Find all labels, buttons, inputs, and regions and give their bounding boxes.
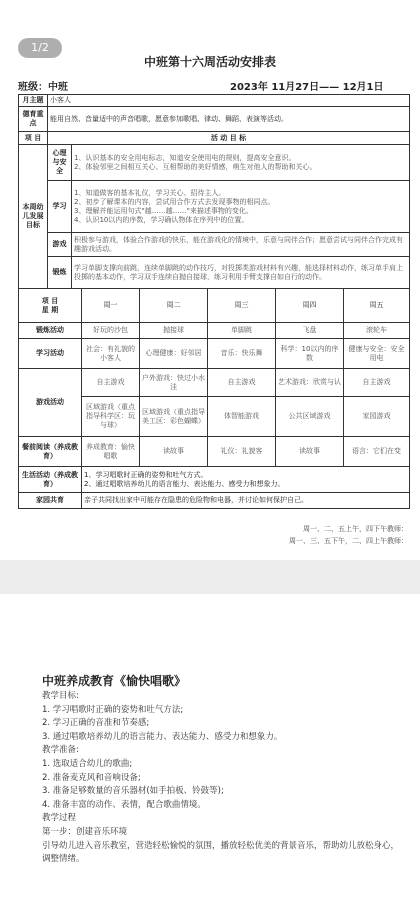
goal-text: 1、知道做客的基本礼仪，学习关心、招待主人。 2、初步了解课本的内容，尝试用合作方式去发现事物的相同点。 3、理解并能运用句式"越……越……"来描述事物的变化。 4、认识10以内的序数，学习确认物体在序列中的位置。 bbox=[72, 181, 410, 233]
exercise-cell: 飞盘 bbox=[276, 323, 344, 339]
goal-area: 锻炼 bbox=[48, 257, 72, 289]
page-indicator: 1/2 bbox=[18, 38, 62, 58]
weekday-label: 星 期 bbox=[41, 305, 59, 314]
games-row bbox=[19, 369, 410, 397]
game-cell: 自主游戏 bbox=[208, 369, 276, 397]
teacher-note: 周一、二、五上午，四下午教师： bbox=[303, 525, 408, 533]
date-range: 2023年 11月27日—— 12月1日 bbox=[230, 82, 384, 93]
goal-area: 游戏 bbox=[48, 233, 72, 257]
home-text: 亲子共同找出家中可能存在隐患的危险物和电器，并讨论如何保护自己。 bbox=[82, 493, 410, 509]
day-header: 周五 bbox=[344, 289, 410, 323]
life-text: 1、学习唱歌时正确的姿势和吐气方式。 2、通过唱歌培养幼儿的语言能力、表达能力、感受力和想象力。 bbox=[82, 467, 410, 493]
games-label: 游戏活动 bbox=[19, 369, 82, 437]
goal-row bbox=[19, 257, 410, 289]
lesson-line: 1. 学习唱歌时正确的姿势和吐气方法; bbox=[42, 704, 184, 715]
learning-cell: 音乐：快乐舞 bbox=[208, 339, 276, 369]
exercise-cell: 滚轮车 bbox=[344, 323, 410, 339]
learning-row bbox=[19, 339, 410, 369]
development-goals-label: 本周幼儿发展目标 bbox=[19, 145, 48, 289]
day-header: 周三 bbox=[208, 289, 276, 323]
lesson-line: 引导幼儿进入音乐教室，营造轻松愉悦的氛围，播放轻松优美的背景音乐，帮助幼儿放松身心，调整情绪。 bbox=[42, 840, 400, 865]
reading-cell: 读故事 bbox=[276, 437, 344, 467]
exercise-cell: 单脚跳 bbox=[208, 323, 276, 339]
life-row bbox=[19, 467, 410, 493]
goal-text: 学习单脚支撑向前跳，连续单脚跳的动作技巧，对投掷类游戏材料有兴趣，能选择材料动作，练习单手肩上投掷的基本动作，学习双手连续自抛自接球，练习利用手臂支撑自如自行的动作。 bbox=[72, 257, 410, 289]
learning-cell: 健康与安全：安全用电 bbox=[344, 339, 410, 369]
lesson-line: 2. 准备麦克风和音响设备; bbox=[42, 772, 141, 783]
page-title: 中班第十六周活动安排表 bbox=[143, 55, 276, 69]
lesson-line: 2. 学习正确的音准和节奏感; bbox=[42, 718, 150, 729]
goal-area: 学习 bbox=[48, 181, 72, 233]
game-cell: 区域游戏（重点指导科学区：玩与球） bbox=[82, 397, 140, 437]
goals-header-row bbox=[19, 132, 410, 145]
lesson-line: 4. 准备丰富的动作、表情，配合歌曲情境。 bbox=[42, 799, 206, 810]
learning-cell: 科学：10以内的序数 bbox=[276, 339, 344, 369]
goals-header: 活 动 目 标 bbox=[48, 132, 410, 145]
theme-label: 月主题 bbox=[19, 95, 48, 107]
goal-area: 心理与安全 bbox=[48, 145, 72, 181]
goal-row bbox=[19, 181, 410, 233]
goal-row bbox=[19, 145, 410, 181]
learning-cell: 社会：有礼貌的小客人 bbox=[82, 339, 140, 369]
learning-cell: 心理健康：好邻居 bbox=[140, 339, 208, 369]
exercise-label: 锻炼活动 bbox=[19, 323, 82, 339]
class-label: 班级：中班 bbox=[18, 82, 68, 93]
game-cell: 体智能游戏 bbox=[208, 397, 276, 437]
reading-cell: 礼仪：礼貌客 bbox=[208, 437, 276, 467]
lesson-line: 教学目标: bbox=[42, 691, 79, 701]
game-cell: 公共区域游戏 bbox=[276, 397, 344, 437]
goal-text: 1、认识基本的安全用电标志，知道安全使用电的规则，提高安全意识。 2、体验邻里之间相互关心、互相帮助的美好情感，萌生对他人的帮助和关心。 bbox=[72, 145, 410, 181]
focus-row bbox=[19, 107, 410, 132]
reading-row bbox=[19, 437, 410, 467]
project-label: 项 目 bbox=[41, 296, 59, 305]
game-cell: 自主游戏 bbox=[344, 369, 410, 397]
goal-text: 积极参与游戏，体验合作游戏的快乐，能在游戏化的情境中，乐意与同伴合作；愿意尝试与同伴合作完成有趣游戏活动。 bbox=[72, 233, 410, 257]
lesson-line: 1. 选取适合幼儿的歌曲; bbox=[42, 758, 133, 769]
day-header: 周四 bbox=[276, 289, 344, 323]
item-label: 项 目 bbox=[19, 132, 48, 145]
schedule-table bbox=[18, 94, 410, 509]
exercise-cell: 好玩的沙包 bbox=[82, 323, 140, 339]
game-cell: 家园游戏 bbox=[344, 397, 410, 437]
lesson-line: 3. 准备足够数量的音乐器材(如手拍板、铃鼓等); bbox=[42, 786, 224, 797]
exercise-row bbox=[19, 323, 410, 339]
game-cell: 自主游戏 bbox=[82, 369, 140, 397]
reading-cell: 读故事 bbox=[140, 437, 208, 467]
game-cell: 区域游戏（重点指导美工区：彩色蝴蝶） bbox=[140, 397, 208, 437]
project-weekday-header bbox=[19, 289, 82, 323]
weekday-header-row bbox=[19, 289, 410, 323]
reading-cell: 语言：它们在变 bbox=[344, 437, 410, 467]
reading-cell: 养成教育：愉快唱歌 bbox=[82, 437, 140, 467]
home-label: 家园共育 bbox=[19, 493, 82, 509]
lesson-title: 中班养成教育《愉快唱歌》 bbox=[42, 674, 187, 688]
lesson-line: 教学过程 bbox=[42, 813, 77, 824]
lesson-line: 第一步：创建音乐环境 bbox=[42, 826, 128, 837]
lesson-line: 3. 通过唱歌培养幼儿的语言能力、表达能力、感受力和想象力。 bbox=[42, 731, 283, 742]
day-header: 周二 bbox=[140, 289, 208, 323]
lesson-line: 教学准备: bbox=[42, 745, 79, 756]
focus-value: 能用自然、音量适中的声音唱歌，愿意参加歌唱、律动、舞蹈、表演等活动。 bbox=[48, 107, 410, 132]
reading-label: 餐前阅读（养成教育） bbox=[19, 437, 82, 467]
day-header: 周一 bbox=[82, 289, 140, 323]
learning-label: 学习活动 bbox=[19, 339, 82, 369]
game-cell: 户外游戏：快过小水洼 bbox=[140, 369, 208, 397]
goal-row bbox=[19, 233, 410, 257]
lesson-body bbox=[42, 690, 402, 867]
theme-row bbox=[19, 95, 410, 107]
teacher-note: 周一、三、五下午，二、四上午教师： bbox=[289, 537, 408, 545]
home-row bbox=[19, 493, 410, 509]
game-cell: 艺术游戏：欣赏与认 bbox=[276, 369, 344, 397]
exercise-cell: 抛接球 bbox=[140, 323, 208, 339]
theme-value: 小客人 bbox=[48, 95, 410, 107]
focus-label: 德育重点 bbox=[19, 107, 48, 132]
life-label: 生活活动（养成教育） bbox=[19, 467, 82, 493]
